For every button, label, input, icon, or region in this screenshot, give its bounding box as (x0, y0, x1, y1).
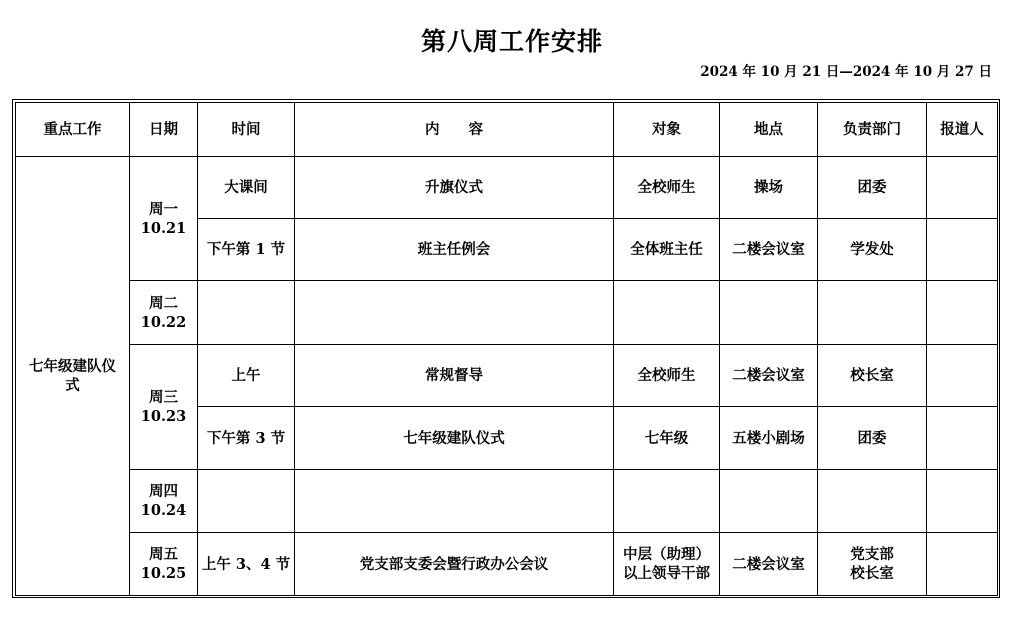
time-cell: 下午第 3 节 (198, 407, 295, 470)
location-cell: 五楼小剧场 (720, 407, 818, 470)
location-cell: 二楼会议室 (720, 345, 818, 407)
header-content: 内 容 (295, 103, 614, 157)
focus-work-cell: 七年级建队仪式 (16, 157, 130, 596)
time-cell: 大课间 (198, 157, 295, 219)
location-cell: 二楼会议室 (720, 533, 818, 596)
schedule-table (15, 102, 998, 596)
header-row (16, 103, 998, 157)
content-cell: 班主任例会 (295, 219, 614, 281)
day-cell-thu: 周四 10.24 (130, 470, 198, 533)
day-cell-tue: 周二 10.22 (130, 281, 198, 345)
content-cell: 常规督导 (295, 345, 614, 407)
content-cell (295, 470, 614, 533)
header-department: 负责部门 (818, 103, 927, 157)
reporter-cell (927, 470, 998, 533)
day-cell-wed: 周三 10.23 (130, 345, 198, 470)
header-reporter: 报道人 (927, 103, 998, 157)
audience-cell (614, 470, 720, 533)
content-cell: 七年级建队仪式 (295, 407, 614, 470)
schedule-table-frame (12, 99, 1000, 598)
reporter-cell (927, 219, 998, 281)
time-cell (198, 281, 295, 345)
content-cell (295, 281, 614, 345)
location-cell: 操场 (720, 157, 818, 219)
time-cell (198, 470, 295, 533)
header-audience: 对象 (614, 103, 720, 157)
department-cell: 团委 (818, 157, 927, 219)
location-cell (720, 281, 818, 345)
reporter-cell (927, 281, 998, 345)
location-cell: 二楼会议室 (720, 219, 818, 281)
date-range: 2024 年 10 月 21 日—2024 年 10 月 27 日 (700, 64, 992, 80)
day-cell-mon: 周一 10.21 (130, 157, 198, 281)
reporter-cell (927, 407, 998, 470)
table-row (16, 157, 998, 219)
audience-cell: 全校师生 (614, 157, 720, 219)
audience-cell: 全体班主任 (614, 219, 720, 281)
department-cell (818, 281, 927, 345)
day-cell-fri: 周五 10.25 (130, 533, 198, 596)
department-cell: 团委 (818, 407, 927, 470)
header-focus: 重点工作 (16, 103, 130, 157)
header-time: 时间 (198, 103, 295, 157)
department-cell: 校长室 (818, 345, 927, 407)
table-row (16, 533, 998, 596)
content-cell: 党支部支委会暨行政办公会议 (295, 533, 614, 596)
location-cell (720, 470, 818, 533)
department-cell: 党支部 校长室 (818, 533, 927, 596)
audience-cell: 七年级 (614, 407, 720, 470)
table-row (16, 470, 998, 533)
time-cell: 下午第 1 节 (198, 219, 295, 281)
reporter-cell (927, 345, 998, 407)
department-cell: 学发处 (818, 219, 927, 281)
header-location: 地点 (720, 103, 818, 157)
reporter-cell (927, 157, 998, 219)
content-cell: 升旗仪式 (295, 157, 614, 219)
table-row (16, 281, 998, 345)
audience-cell: 全校师生 (614, 345, 720, 407)
audience-cell (614, 281, 720, 345)
audience-cell: 中层（助理） 以上领导干部 (614, 533, 720, 596)
table-row (16, 345, 998, 407)
time-cell: 上午 3、4 节 (198, 533, 295, 596)
time-cell: 上午 (198, 345, 295, 407)
page-title: 第八周工作安排 (420, 27, 603, 56)
reporter-cell (927, 533, 998, 596)
department-cell (818, 470, 927, 533)
header-date: 日期 (130, 103, 198, 157)
